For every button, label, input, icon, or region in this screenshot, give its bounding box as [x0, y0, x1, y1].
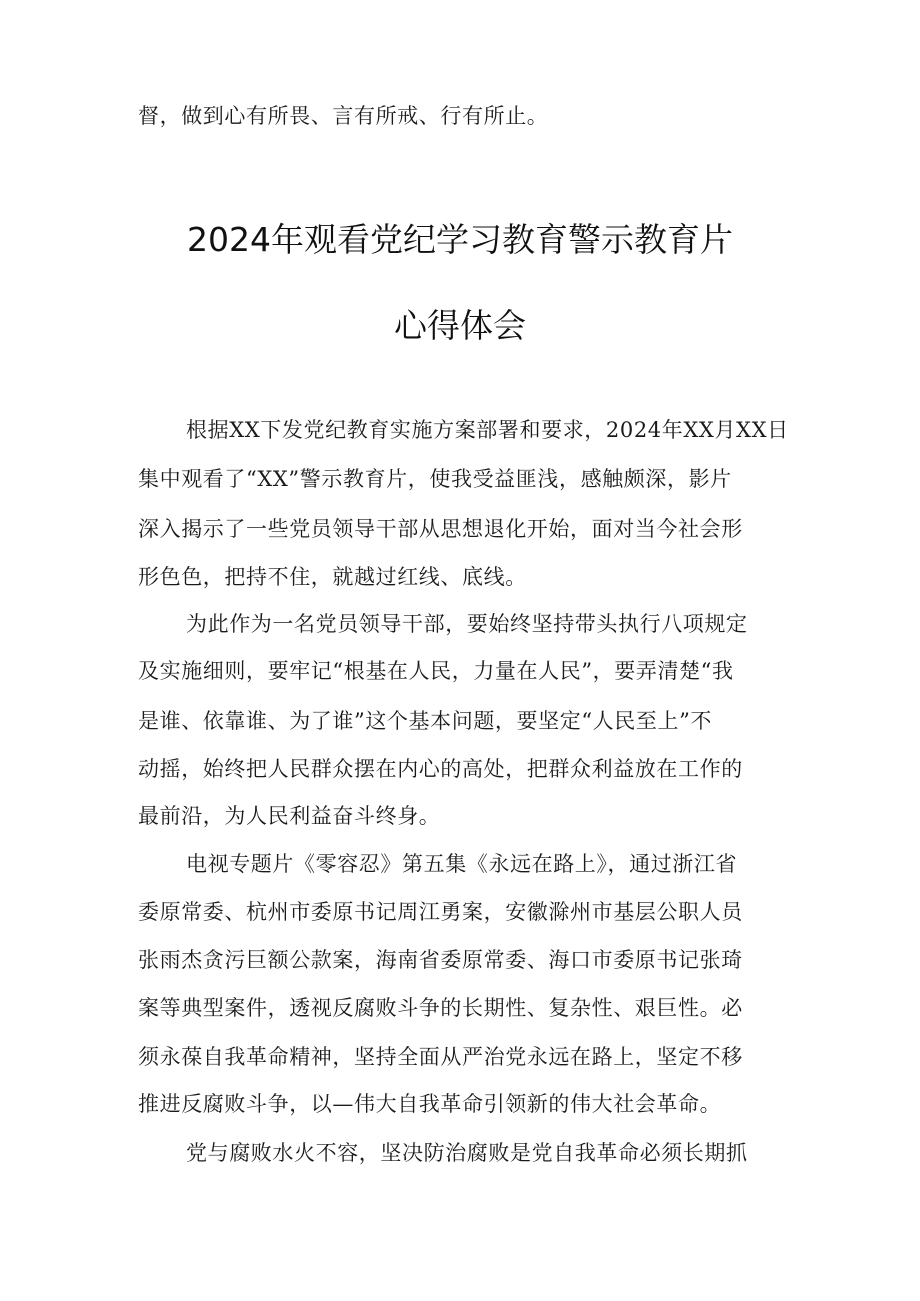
paragraph-2-line-3: 是谁、依靠谁、为了谁”这个基本问题，要坚定“人民至上”不 [138, 709, 713, 733]
paragraph-3-line-4: 案等典型案件，透视反腐败斗争的长期性、复杂性、艰巨性。必 [138, 996, 743, 1020]
paragraph-2-line-2: 及实施细则，要牢记“根基在人民，力量在人民”，要弄清楚“我 [138, 659, 734, 683]
paragraph-3-line-2: 委原常委、杭州市委原书记周江勇案，安徽滁州市基层公职人员 [138, 900, 743, 924]
paragraph-1-line-2: 集中观看了“XX”警示教育片，使我受益匪浅，感触颇深，影片 [138, 467, 732, 491]
paragraph-2-line-4: 动摇，始终把人民群众摆在内心的高处，把群众利益放在工作的 [138, 757, 743, 781]
paragraph-3-line-5: 须永葆自我革命精神，坚持全面从严治党永远在路上，坚定不移 [138, 1045, 743, 1069]
carryover-line: 督，做到心有所畏、言有所戒、行有所止。 [138, 104, 549, 128]
paragraph-3-line-3: 张雨杰贪污巨额公款案，海南省委原常委、海口市委原书记张琦 [138, 948, 743, 972]
paragraph-2-line-1: 为此作为一名党员领导干部，要始终坚持带头执行八项规定 [186, 612, 748, 636]
paragraph-1-line-3: 深入揭示了一些党员领导干部从思想退化开始，面对当今社会形 [138, 517, 743, 541]
paragraph-4-line-1: 党与腐败水火不容，坚决防治腐败是党自我革命必须长期抓 [186, 1141, 748, 1165]
paragraph-2-line-5: 最前沿，为人民利益奋斗终身。 [138, 804, 441, 828]
document-title-line-2: 心得体会 [394, 306, 526, 345]
paragraph-3-line-6: 推进反腐败斗争，以—伟大自我革命引领新的伟大社会革命。 [138, 1092, 722, 1116]
paragraph-3-line-1: 电视专题片《零容忍》第五集《永远在路上》，通过浙江省 [186, 852, 738, 876]
document-title-line-1: 2024年观看党纪学习教育警示教育片 [187, 220, 733, 259]
paragraph-1-line-1: 根据XX下发党纪教育实施方案部署和要求，2024年XX月XX日 [186, 418, 789, 442]
paragraph-1-line-4: 形色色，把持不住，就越过红线、底线。 [138, 565, 527, 589]
